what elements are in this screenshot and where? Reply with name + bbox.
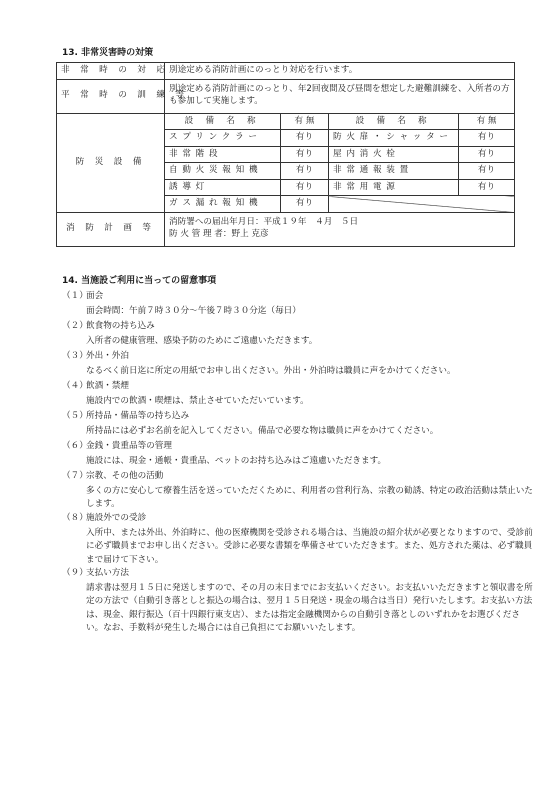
fire-plan-report-date: 消防署への届出年月日：平成１９年 ４月 ５日: [169, 217, 359, 228]
equipment-name: 防火扉・シャッター: [329, 130, 459, 147]
item-number: （４）: [62, 381, 88, 391]
equipment-name: スプリンクラー: [165, 130, 281, 147]
equipment-name: 誘導灯: [165, 179, 281, 196]
item-number: （５）: [62, 411, 88, 421]
item-number: （３）: [62, 351, 88, 361]
empty-diagonal-cell: [329, 196, 515, 213]
equipment-status: 有り: [281, 130, 329, 147]
item-body: 入所中、または外出、外泊時に、他の医療機関を受診される場合は、当施設の紹介状が必要となりますので、受診前に必ず職員までお申し出ください。受診に必要な書類を準備させていただきます。また、処方された薬は、必ず職員まで届けて下さい。: [86, 528, 533, 565]
item-title: 施設外での受診: [86, 513, 147, 523]
availability-header-2: 有 無: [459, 113, 515, 130]
item-body: 施設には、現金・通帳・貴重品、ペットのお持ち込みはご遠慮いただきます。: [86, 456, 387, 466]
equipment-name: 非常通報装置: [329, 163, 459, 180]
equipment-status: 有り: [281, 196, 329, 213]
equipment-status: 有り: [281, 179, 329, 196]
item-number: （１）: [62, 291, 88, 301]
item-body: 請求書は翌月１５日に発送しますので、その月の末日までにお支払いください。お支払いいただきますと領収書を所定の方法で（自動引き落としと振込の場合は、翌月１５日発送・現金の場合は当日）発行いたします。お支払い方法は、現金、銀行振込（百十四銀行東支店）、または指定金融機関からの自動引き落としのいずれかをお選びください。なお、手数料が発生した場合には自己負担にてお願いいたします。: [86, 583, 533, 633]
item-title: 支払い方法: [86, 568, 129, 578]
item-number: （２）: [62, 321, 88, 331]
item-title: 飲酒・禁煙: [86, 381, 129, 391]
item-body: なるべく前日迄に所定の用紙でお申し出ください。外出・外泊時は職員に声をかけてください。: [86, 366, 456, 376]
item-title: 外出・外泊: [86, 351, 129, 361]
fire-plan-label: 消 防 計 画 等: [57, 212, 165, 246]
item-title: 飲食物の持ち込み: [86, 321, 155, 331]
equipment-status: 有り: [459, 179, 515, 196]
fire-plan-details: [165, 212, 515, 246]
equipment-name-header-2: 設 備 名 称: [329, 113, 459, 130]
item-number: （６）: [62, 441, 88, 451]
disaster-measures-table: [56, 62, 515, 247]
fire-plan-manager: 防 火 管 理 者：野上 克彦: [169, 229, 269, 239]
item-title: 金銭・貴重品等の管理: [86, 441, 172, 451]
item-number: （８）: [62, 513, 88, 523]
item-body: 施設内での飲酒・喫煙は、禁止させていただいています。: [86, 396, 309, 406]
item-body: 面会時間：午前７時３０分〜午後７時３０分迄（毎日）: [86, 306, 301, 316]
item-title: 面会: [86, 291, 104, 301]
section-14-title: 14. 当施設ご利用に当っての留意事項: [62, 276, 217, 286]
item-title: 所持品・備品等の持ち込み: [86, 411, 190, 421]
emergency-text: 別途定める消防計画にのっとり対応を行います。: [165, 63, 515, 80]
item-body: 所持品には必ずお名前を記入してください。備品で必要な物は職員に声をかけてください。: [86, 426, 439, 436]
equipment-status: 有り: [459, 130, 515, 147]
item-body: 入所者の健康管理、感染予防のためにご遠慮いただきます。: [86, 336, 318, 346]
equipment-status: 有り: [281, 146, 329, 163]
drill-text: 別途定める消防計画にのっとり、年2回夜間及び昼間を想定した避難訓練を、入所者の方も参加して実施します。: [165, 79, 515, 113]
equipment-name: 非常階段: [165, 146, 281, 163]
item-number: （９）: [62, 568, 88, 578]
section-13-title: 13. 非常災害時の対策: [62, 48, 154, 58]
equipment-header-row: [57, 113, 515, 130]
equipment-name: 非常用電源: [329, 179, 459, 196]
equipment-name-header: 設 備 名 称: [165, 113, 281, 130]
equipment-name: 屋内消火栓: [329, 146, 459, 163]
fire-plan-row: [57, 212, 515, 246]
drill-row: [57, 79, 515, 113]
equipment-status: 有り: [459, 146, 515, 163]
item-number: （７）: [62, 471, 88, 481]
disaster-equipment-label: 防 災 設 備: [57, 113, 165, 212]
equipment-name: 自動火災報知機: [165, 163, 281, 180]
equipment-status: 有り: [281, 163, 329, 180]
emergency-label: 非 常 時 の 対 応: [57, 63, 165, 80]
equipment-status: 有り: [459, 163, 515, 180]
availability-header: 有 無: [281, 113, 329, 130]
equipment-name: ガス漏れ報知機: [165, 196, 281, 213]
item-title: 宗教、その他の活動: [86, 471, 164, 481]
item-body: 多くの方に安心して療養生活を送っていただくために、利用者の営利行為、宗教の勧誘、特定の政治活動は禁止いたします。: [86, 486, 533, 510]
drill-label: 平 常 時 の 訓 練 等: [57, 79, 165, 113]
emergency-row: [57, 63, 515, 80]
